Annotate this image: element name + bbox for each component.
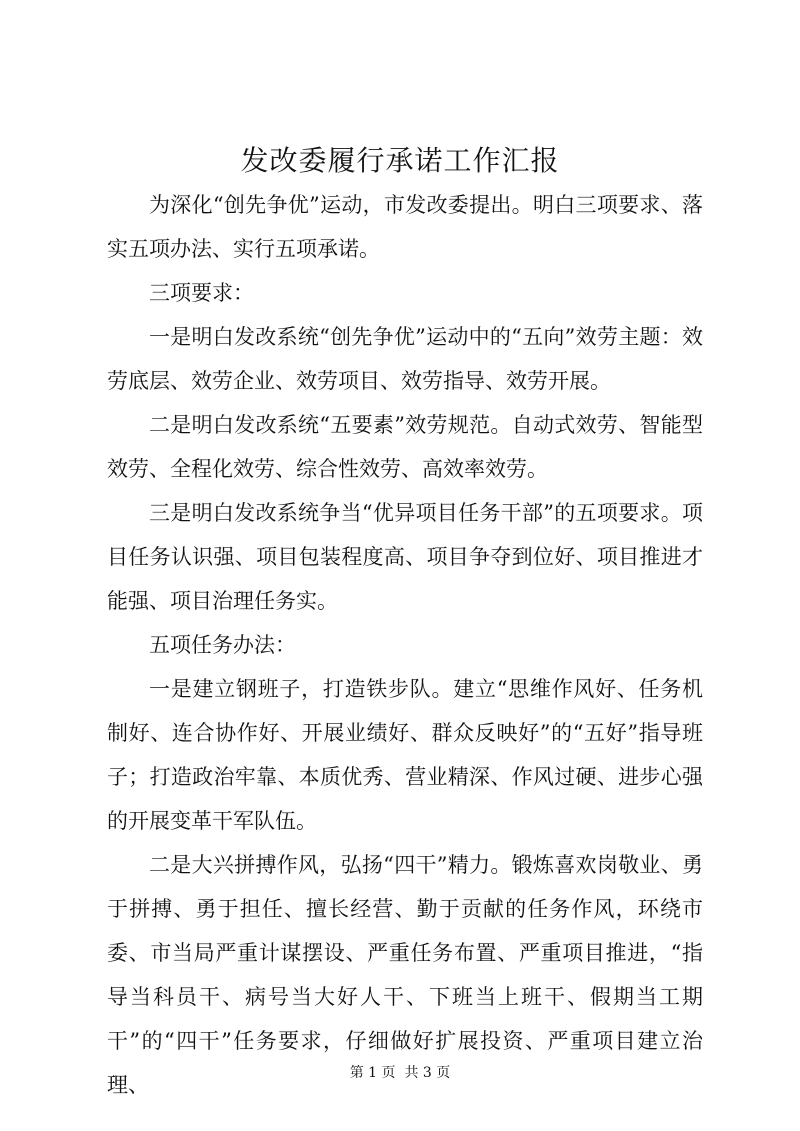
page-number: 第 1 页 共 3 页	[349, 1065, 451, 1081]
paragraph-requirement-one: 一是明白发改系统“创先争优”运动中的“五向”效劳主题：效劳底层、效劳企业、效劳项目、效劳指导、效劳开展。	[107, 325, 703, 393]
paragraph-five-measures-heading: 五项任务办法：	[149, 633, 296, 657]
paragraph-three-requirements-heading: 三项要求：	[149, 281, 254, 305]
paragraph-measure-one: 一是建立钢班子，打造铁步队。建立“思维作风好、任务机制好、连合协作好、开展业绩好、群众反映好”的“五好”指导班子；打造政治牢靠、本质优秀、营业精深、作风过硬、进步心强的开展变革干军队伍。	[107, 677, 703, 833]
document-body	[107, 183, 703, 1107]
page-footer	[0, 1063, 800, 1083]
paragraph-requirement-two: 二是明白发改系统“五要素”效劳规范。自动式效劳、智能型效劳、全程化效劳、综合性效劳、高效率效劳。	[107, 413, 703, 481]
document-title: 发改委履行承诺工作汇报	[240, 144, 560, 177]
paragraph-requirement-three: 三是明白发改系统争当“优异项目任务干部”的五项要求。项目任务认识强、项目包装程度高、项目争夺到位好、项目推进才能强、项目治理任务实。	[107, 501, 703, 613]
paragraph-intro: 为深化“创先争优”运动，市发改委提出。明白三项要求、落实五项办法、实行五项承诺。	[107, 193, 703, 261]
paragraph-measure-two: 二是大兴拼搏作风，弘扬“四干”精力。锻炼喜欢岗敬业、勇于拼搏、勇于担任、擅长经营、勤于贡献的任务作风，环绕市委、市当局严重计谋摆设、严重任务布置、严重项目推进，“指导当科员干、病号当大好人干、下班当上班干、假期当工期干”的“四干”任务要求，仔细做好扩展投资、严重项目建立治理、	[107, 853, 703, 1097]
